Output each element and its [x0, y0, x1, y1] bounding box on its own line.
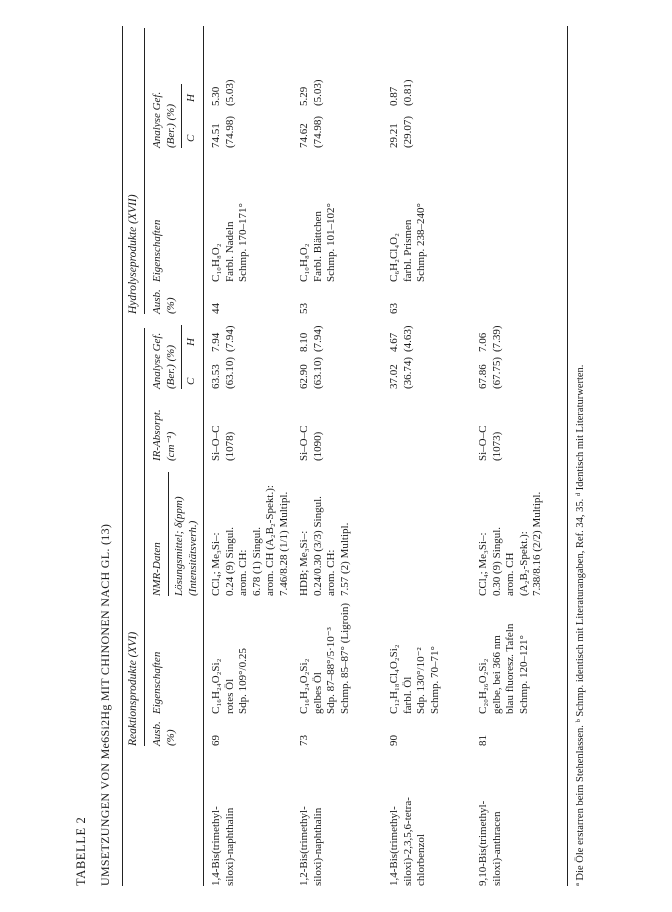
compound-name-line: siloxi)-naphthalin — [311, 807, 324, 886]
rotated-table-page — [70, 26, 602, 886]
analysis-h-line: 7.94 — [210, 332, 222, 352]
nmr-data-line: arom. CH: — [237, 549, 249, 596]
properties-line: C₁₆H₂₄O₂Si₂ — [210, 658, 222, 714]
yield-cell — [298, 735, 312, 746]
hyd-properties-line: C₆H₂Cl₄O₂ — [388, 233, 400, 282]
group-rule-reaction — [144, 328, 145, 746]
analysis-c-cell — [210, 357, 237, 389]
hyd-properties-line: C₁₀H₈O₂ — [298, 243, 310, 282]
bottom-rule — [567, 26, 568, 886]
group-hydrolysis-products: Hydrolyseprodukte (XVII) — [127, 194, 139, 314]
header-properties: Eigenschaften — [151, 651, 163, 714]
hyd-analysis-header-rule — [181, 84, 182, 148]
analysis-h-line: 7.06 — [477, 332, 489, 352]
properties-line: Sdp. 130°/10⁻² — [415, 647, 427, 714]
nmr-data-line: arom. CH — [504, 552, 516, 596]
hyd-yield-cell — [388, 303, 402, 314]
ir-absorption-cell — [298, 426, 325, 461]
analysis-c-line: (63.10) — [223, 356, 236, 389]
hyd-analysis-c-line: 29.21 — [388, 123, 400, 148]
properties-line: gelbe, bei 366 nm — [490, 635, 503, 714]
hyd-properties-line: C₁₀H₈O₂ — [210, 243, 222, 282]
analysis-h-cell — [210, 325, 237, 352]
hyd-properties-cell — [388, 203, 429, 282]
properties-line: C₂₀H₂₆O₂Si₂ — [477, 658, 489, 714]
ir-absorption-line: (1090) — [311, 431, 324, 461]
nmr-data-line: 7.46/8.28 (1/1) Multipl. — [277, 491, 290, 596]
analysis-c-cell — [388, 357, 415, 389]
analysis-c-line: 37.02 — [388, 364, 400, 389]
hyd-properties-cell — [298, 203, 339, 282]
properties-line: Schmp. 85–87° (Ligroin) — [338, 602, 351, 714]
properties-cell — [388, 644, 442, 714]
header-yield: Ausb. (%) — [151, 721, 177, 746]
analysis-h-cell — [388, 325, 415, 352]
compound-name-cell — [298, 806, 325, 886]
analysis-h-line: 8.10 — [298, 332, 310, 352]
header-analysis: Analyse Gef. (Ber.) (%) — [151, 332, 177, 389]
header-bottom-rule — [203, 26, 204, 886]
group-rule-hydrolysis — [144, 28, 145, 314]
nmr-data-line: 0.24 (9) Singul. — [223, 526, 236, 596]
ir-absorption-line: (1078) — [223, 431, 236, 461]
hyd-properties-cell — [210, 203, 251, 282]
hyd-analysis-c-cell — [388, 116, 415, 148]
hyd-analysis-h-cell — [388, 79, 415, 106]
ir-absorption-line: Si–O–C — [210, 425, 222, 461]
hyd-properties-line: Farbl. Nadeln — [223, 221, 236, 282]
analysis-h-cell — [298, 325, 325, 352]
analysis-c-cell — [477, 357, 504, 389]
hyd-analysis-h-line: (5.03) — [223, 79, 236, 106]
properties-line: Schmp. 70–71° — [428, 646, 441, 714]
analysis-h-line: 4.67 — [388, 332, 400, 352]
ir-absorption-cell — [477, 426, 504, 461]
header-hyd-c: C — [185, 134, 197, 142]
hyd-yield-cell — [298, 303, 312, 314]
yield-line: 73 — [298, 735, 310, 746]
yield-line: 69 — [210, 735, 222, 746]
hyd-analysis-h-line: 5.30 — [210, 86, 222, 106]
analysis-h-line: (7.39) — [490, 325, 503, 352]
hyd-analysis-h-cell — [210, 79, 237, 106]
properties-line: Schmp. 120–121° — [517, 635, 530, 714]
header-nmr-sub: Lösungsmittel; δ(ppm) (Intensitätsverh.) — [173, 496, 199, 596]
properties-line: rotes Öl — [223, 678, 236, 714]
compound-name-line: 9,10-Bis(trimethyl- — [477, 800, 489, 886]
header-hyd-yield: Ausb. (%) — [151, 289, 177, 314]
ir-absorption-line: (1073) — [490, 431, 503, 461]
compound-name-line: 1,4-Bis(trimethyl- — [388, 806, 400, 886]
ir-absorption-cell — [210, 426, 237, 461]
hyd-analysis-c-line: (74.98) — [223, 115, 236, 148]
nmr-data-line: 7.38/8.16 (2/2) Multipl. — [531, 491, 543, 596]
header-hyd-h: H — [185, 94, 197, 102]
analysis-h-line: (7.94) — [223, 325, 236, 352]
hyd-analysis-h-line: (0.81) — [401, 79, 414, 106]
analysis-c-line: 62.90 — [298, 364, 310, 389]
compound-name-line: siloxi)-2,3,5,6-tetra- — [401, 797, 414, 886]
hyd-analysis-c-line: 74.51 — [210, 123, 222, 148]
ir-absorption-line: Si–O–C — [298, 425, 310, 461]
hyd-analysis-c-line: 74.62 — [298, 123, 310, 148]
analysis-header-rule — [181, 325, 182, 389]
header-h: H — [185, 338, 197, 346]
analysis-h-line: (4.63) — [401, 325, 414, 352]
hyd-yield-cell — [210, 303, 224, 314]
hyd-properties-line: Farbl. Blättchen — [311, 211, 324, 282]
nmr-data-cell — [210, 485, 291, 596]
hyd-yield-line: 44 — [210, 303, 222, 314]
header-hyd-analysis: Analyse Gef. (Ber.) (%) — [151, 91, 177, 148]
yield-line: 90 — [388, 735, 400, 746]
compound-name-line: siloxi)-anthracen — [490, 811, 503, 886]
hyd-yield-line: 53 — [298, 303, 310, 314]
nmr-data-line: CCl₄; Me₃Si–: — [477, 532, 489, 596]
nmr-data-line: HDB; Me₃Si–: — [298, 530, 310, 596]
properties-line: C₁₂H₁₈Cl₄O₂Si₂ — [388, 644, 400, 714]
group-reaction-products: Reaktionsprodukte (XVI) — [127, 631, 139, 746]
nmr-header-rule — [168, 472, 169, 596]
analysis-h-cell — [477, 325, 504, 352]
hyd-analysis-c-cell — [210, 116, 237, 148]
hyd-analysis-h-line: 0.87 — [388, 86, 400, 106]
header-nmr: NMR-Daten — [151, 542, 163, 596]
properties-cell — [210, 648, 251, 714]
nmr-data-line: arom. CH (A₂B₂-Spekt.): — [264, 485, 276, 596]
nmr-data-line: CCl₄; Me₃Si–: — [210, 532, 222, 596]
yield-cell — [210, 735, 224, 746]
hyd-analysis-c-cell — [298, 116, 325, 148]
nmr-data-cell — [477, 492, 545, 596]
hyd-analysis-c-line: (74.98) — [311, 115, 324, 148]
nmr-data-line: arom. CH: — [325, 549, 337, 596]
ir-absorption-line: Si–O–C — [477, 425, 489, 461]
compound-name-line: 1,4-Bis(trimethyl- — [210, 806, 222, 886]
top-rule — [122, 26, 123, 886]
compound-name-line: 1,2-Bis(trimethyl- — [298, 806, 310, 886]
hyd-properties-line: Schmp. 238–240° — [415, 203, 427, 282]
hyd-yield-line: 63 — [388, 303, 400, 314]
compound-name-cell — [477, 801, 504, 886]
compound-name-cell — [388, 797, 429, 886]
properties-line: gelbes Öl — [311, 672, 324, 714]
nmr-data-line: 7.57 (2) Multipl. — [338, 522, 351, 596]
analysis-c-line: 67.86 — [477, 364, 489, 389]
hyd-analysis-h-line: 5.29 — [298, 86, 310, 106]
yield-line: 81 — [477, 735, 489, 746]
properties-line: Sdp. 109°/0.25 — [237, 648, 249, 714]
properties-line: blau fluoresz. Tafeln — [504, 623, 516, 714]
table-subtitle: UMSETZUNGEN VON Me6Si2Hg MIT CHINONEN NACH GL. (13) — [98, 523, 112, 886]
yield-cell — [388, 735, 402, 746]
compound-name-line: siloxi)-naphthalin — [223, 807, 236, 886]
nmr-data-line: 6.78 (1) Singul. — [250, 526, 263, 596]
header-c: C — [185, 377, 197, 385]
hyd-properties-line: Schmp. 101–102° — [325, 203, 337, 282]
nmr-data-cell — [298, 496, 352, 596]
hyd-analysis-h-line: (5.03) — [311, 79, 324, 106]
compound-name-line: chlorbenzol — [415, 834, 427, 886]
analysis-c-line: 63.53 — [210, 364, 222, 389]
properties-cell — [298, 603, 352, 714]
properties-line: C₁₆H₂₄O₂Si₂ — [298, 658, 310, 714]
properties-cell — [477, 624, 531, 714]
compound-name-cell — [210, 806, 237, 886]
nmr-data-line: (A₂B₂-Spekt.): — [517, 531, 530, 596]
analysis-h-line: (7.94) — [311, 325, 324, 352]
properties-line: farbl. Öl — [401, 676, 414, 714]
analysis-c-line: (67.75) — [490, 356, 503, 389]
header-hyd-properties: Eigenschaften — [151, 219, 163, 282]
properties-line: Sdp. 87–88°/5·10⁻³ — [325, 627, 337, 714]
analysis-c-cell — [298, 357, 325, 389]
table-footnote: ª Die Öle erstarren beim Stehenlassen. ᵇ Schmp. identisch mit Literaturangaben, Ref. 34, 35. ᵈ Identisch mit Literaturwerten. — [575, 364, 586, 886]
nmr-data-line: 0.24/0.30 (3/3) Singul. — [311, 496, 324, 596]
hyd-analysis-h-cell — [298, 79, 325, 106]
table-title: TABELLE 2 — [74, 816, 88, 886]
analysis-c-line: (36.74) — [401, 356, 414, 389]
analysis-c-line: (63.10) — [311, 356, 324, 389]
header-ir: IR-Absorpt. (cm⁻¹) — [151, 409, 177, 461]
nmr-data-line: 0.30 (9) Singul. — [490, 526, 503, 596]
hyd-properties-line: Schmp. 170–171° — [237, 203, 249, 282]
hyd-analysis-c-line: (29.07) — [401, 115, 414, 148]
yield-cell — [477, 735, 491, 746]
hyd-properties-line: farbl. Prismen — [401, 219, 414, 282]
